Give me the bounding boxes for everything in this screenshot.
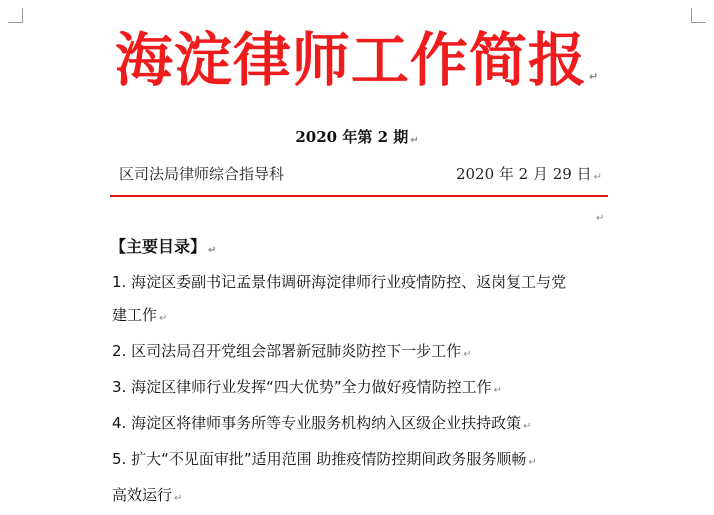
masthead-title-text: 海淀律师工作简报 xyxy=(114,26,587,94)
paragraph-mark-icon: ↵ xyxy=(463,349,472,360)
toc-item[interactable] xyxy=(112,335,612,371)
paragraph-mark-icon: ↵ xyxy=(596,213,605,224)
paragraph-mark-icon: ↵ xyxy=(528,457,537,468)
toc-heading-text: 【主要目录】 xyxy=(110,237,207,256)
toc-item-line-text: 高效运行 xyxy=(112,486,173,504)
toc-item[interactable] xyxy=(112,266,612,335)
toc-item-line: 4. 海淀区将律师事务所等专业服务机构纳入区级企业扶持政策 xyxy=(112,414,522,432)
toc-item-line-2 xyxy=(112,479,612,515)
paragraph-mark-icon: ↵ xyxy=(588,70,600,83)
toc-item[interactable] xyxy=(112,407,612,443)
paragraph-mark-icon: ↵ xyxy=(174,493,183,504)
meta-row xyxy=(119,163,602,184)
toc-item-line-2 xyxy=(112,299,612,335)
toc-list xyxy=(112,266,612,515)
toc-item-line-text: 5. 扩大“不见面审批”适用范围 助推疫情防控期间政务服务顺畅 xyxy=(112,450,527,468)
date-label: 2020 年 2 月 29 日 xyxy=(455,165,592,183)
paragraph-mark-icon: ↵ xyxy=(159,313,168,324)
paragraph-mark-icon: ↵ xyxy=(410,135,419,146)
toc-item[interactable] xyxy=(112,443,612,515)
toc-item[interactable] xyxy=(112,371,612,407)
paragraph-mark-icon: ↵ xyxy=(208,245,217,256)
paragraph-mark-icon: ↵ xyxy=(493,385,503,396)
masthead-title xyxy=(0,20,714,117)
toc-heading xyxy=(110,234,216,257)
toc-item-line-1 xyxy=(112,443,612,479)
paragraph-mark-icon: ↵ xyxy=(523,421,532,432)
paragraph-mark-icon: ↵ xyxy=(593,172,602,183)
issue-number xyxy=(0,126,714,147)
toc-item-line: 1. 海淀区委副书记孟景伟调研海淀律师行业疫情防控、返岗复工与党 xyxy=(112,273,567,291)
toc-item-line: 2. 区司法局召开党组会部署新冠肺炎防控下一步工作 xyxy=(112,342,462,360)
issue-label: 2020 年第 2 期 xyxy=(295,128,409,146)
date-label-wrap xyxy=(456,163,602,184)
toc-item-line-text: 建工作 xyxy=(112,306,158,324)
toc-item-line: 3. 海淀区律师行业发挥“四大优势”全力做好疫情防控工作 xyxy=(112,378,492,396)
empty-paragraph xyxy=(594,205,604,224)
department-label: 区司法局律师综合指导科 xyxy=(119,165,285,183)
red-divider xyxy=(110,195,608,197)
